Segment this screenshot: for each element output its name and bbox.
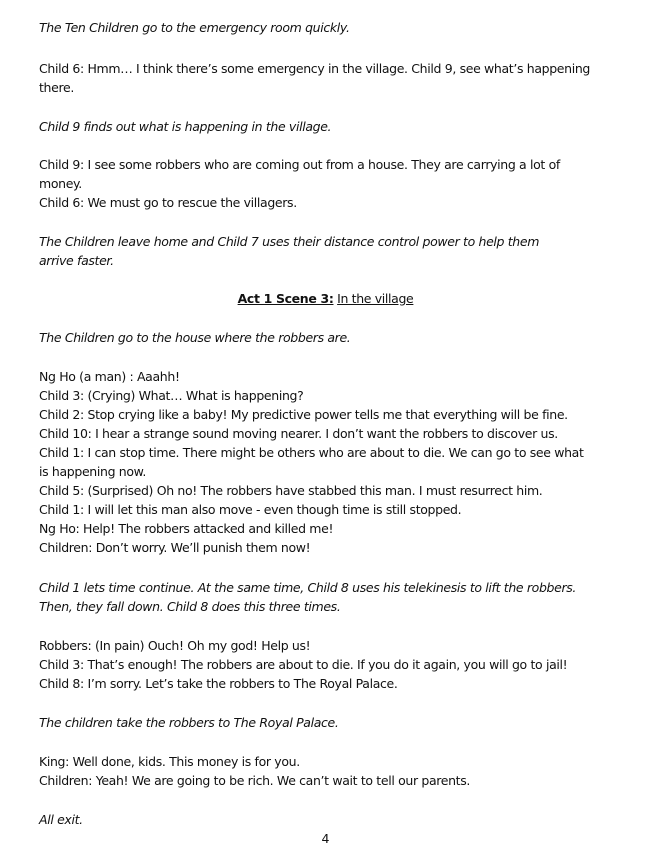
stage-direction: arrive faster. xyxy=(39,253,114,268)
stage-direction: The Children leave home and Child 7 uses their distance control power to help them xyxy=(39,234,540,249)
stage-direction: The Children go to the house where the robbers are. xyxy=(39,330,351,345)
dialogue-line: is happening now. xyxy=(39,464,146,479)
dialogue-line: Child 6: Hmm… I think there’s some emergency in the village. Child 9, see what’s happening xyxy=(39,61,590,76)
scene-heading-act: Act 1 Scene 3: xyxy=(237,291,334,306)
dialogue-line: Child 3: That’s enough! The robbers are about to die. If you do it again, you will go to jail! xyxy=(39,657,568,672)
stage-direction: The Ten Children go to the emergency room quickly. xyxy=(39,20,350,35)
dialogue-line: there. xyxy=(39,80,74,95)
dialogue-line: Robbers: (In pain) Ouch! Oh my god! Help us! xyxy=(39,638,311,653)
dialogue-line: Ng Ho (a man) : Aaahh! xyxy=(39,369,180,384)
stage-direction: Child 1 lets time continue. At the same time, Child 8 uses his telekinesis to lift the robbers. xyxy=(39,580,577,595)
stage-direction: Then, they fall down. Child 8 does this three times. xyxy=(39,599,341,614)
dialogue-line: Ng Ho: Help! The robbers attacked and killed me! xyxy=(39,521,334,536)
dialogue-line: Child 5: (Surprised) Oh no! The robbers have stabbed this man. I must resurrect him. xyxy=(39,483,543,498)
stage-direction: The children take the robbers to The Royal Palace. xyxy=(39,715,339,730)
dialogue-line: money. xyxy=(39,176,82,191)
dialogue-line: Children: Yeah! We are going to be rich. We can’t wait to tell our parents. xyxy=(39,773,471,788)
stage-direction: All exit. xyxy=(39,812,83,827)
dialogue-line: Child 2: Stop crying like a baby! My predictive power tells me that everything will be fine. xyxy=(39,407,568,422)
dialogue-line: King: Well done, kids. This money is for you. xyxy=(39,754,300,769)
scene-heading xyxy=(0,290,651,308)
dialogue-line: Child 1: I can stop time. There might be others who are about to die. We can go to see what xyxy=(39,445,584,460)
dialogue-line: Child 8: I’m sorry. Let’s take the robbers to The Royal Palace. xyxy=(39,676,398,691)
page-number: 4 xyxy=(321,831,330,846)
stage-direction: Child 9 finds out what is happening in the village. xyxy=(39,119,332,134)
dialogue-line: Child 6: We must go to rescue the villagers. xyxy=(39,195,297,210)
scene-heading-place: In the village xyxy=(337,291,414,306)
dialogue-line: Child 10: I hear a strange sound moving nearer. I don’t want the robbers to discover us. xyxy=(39,426,558,441)
dialogue-line: Children: Don’t worry. We’ll punish them now! xyxy=(39,540,311,555)
dialogue-line: Child 9: I see some robbers who are coming out from a house. They are carrying a lot of xyxy=(39,157,560,172)
dialogue-line: Child 1: I will let this man also move - even though time is still stopped. xyxy=(39,502,462,517)
dialogue-line: Child 3: (Crying) What… What is happening? xyxy=(39,388,304,403)
